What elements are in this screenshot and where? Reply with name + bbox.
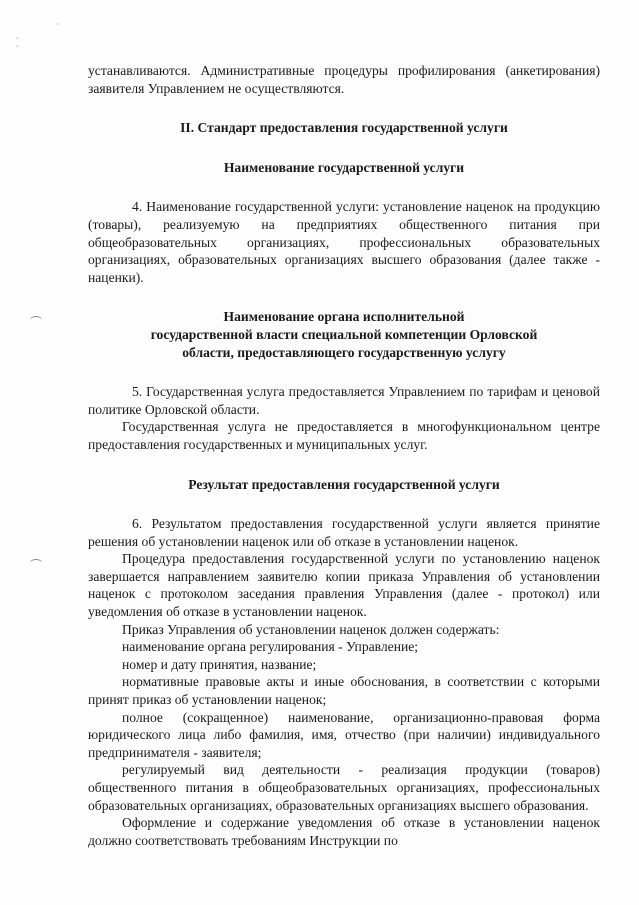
subsection-heading-organ-line2: государственной власти специальной компетенции Орловской	[150, 326, 538, 342]
scan-mark: ·	[16, 34, 19, 43]
scan-mark: ·	[56, 20, 59, 29]
subsection-heading-organ-line3: области, предоставляющего государственную услугу	[182, 344, 506, 360]
paragraph-6c: Приказ Управления об установлении наценок должен содержать:	[122, 621, 500, 637]
punch-hole-mark	[30, 316, 42, 324]
paragraph-6b: Процедура предоставления государственной услуги по установлению наценок завершается направлением заявителю копии приказа Управления об установлении наценок с протоколом заседания правления Управления (далее - протокол) или уведомления об отказе в установлении наценок.	[88, 551, 600, 620]
list-item: регулируемый вид деятельности - реализация продукции (товаров) общественного питания в общеобразовательных организациях, профессиональных образовательных организациях, образовательных организациях высшего образования.	[88, 762, 600, 813]
subsection-heading-service-name: Наименование государственной услуги	[223, 159, 465, 175]
paragraph-5: 5. Государственная услуга предоставляется Управлением по тарифам и ценовой политике Орловской области.	[88, 384, 600, 417]
list-item: наименование органа регулирования - Управление;	[122, 639, 419, 655]
punch-hole-mark	[30, 559, 42, 567]
paragraph-5b: Государственная услуга не предоставляется в многофункциональном центре предоставления государственных и муниципальных услуг.	[88, 419, 600, 452]
paragraph-6i: Оформление и содержание уведомления об отказе в установлении наценок должно соответствовать требованиям Инструкции по	[88, 815, 600, 848]
scan-mark: ·	[16, 42, 19, 51]
list-item: номер и дату принятия, название;	[122, 656, 317, 672]
list-item: нормативные правовые акты и иные обоснования, в соответствии с которыми принят приказ об установлении наценок;	[88, 674, 600, 708]
paragraph-intro: устанавливаются. Административные процедуры профилирования (анкетирования) заявителя Управлением не осуществляются.	[88, 63, 600, 96]
paragraph-4: 4. Наименование государственной услуги: установление наценок на продукцию (товары), реализуемую на предприятиях общественного питания при общеобразовательных организациях, профессиональных образовательных организациях, образовательных организациях высшего образования (далее также - наценки).	[88, 199, 600, 285]
subsection-heading-result: Результат предоставления государственной услуги	[188, 476, 500, 492]
paragraph-6: 6. Результатом предоставления государственной услуги является принятие решения об установлении наценок или об отказе в установлении наценок.	[88, 516, 600, 549]
list-item: полное (сокращенное) наименование, организационно-правовая форма юридического лица либо фамилия, имя, отчество (при наличии) индивидуального предпринимателя - заявителя;	[88, 709, 600, 760]
section-heading: II. Стандарт предоставления государственной услуги	[180, 120, 508, 136]
document-body	[88, 62, 600, 849]
subsection-heading-organ-line1: Наименование органа исполнительной	[223, 309, 465, 325]
